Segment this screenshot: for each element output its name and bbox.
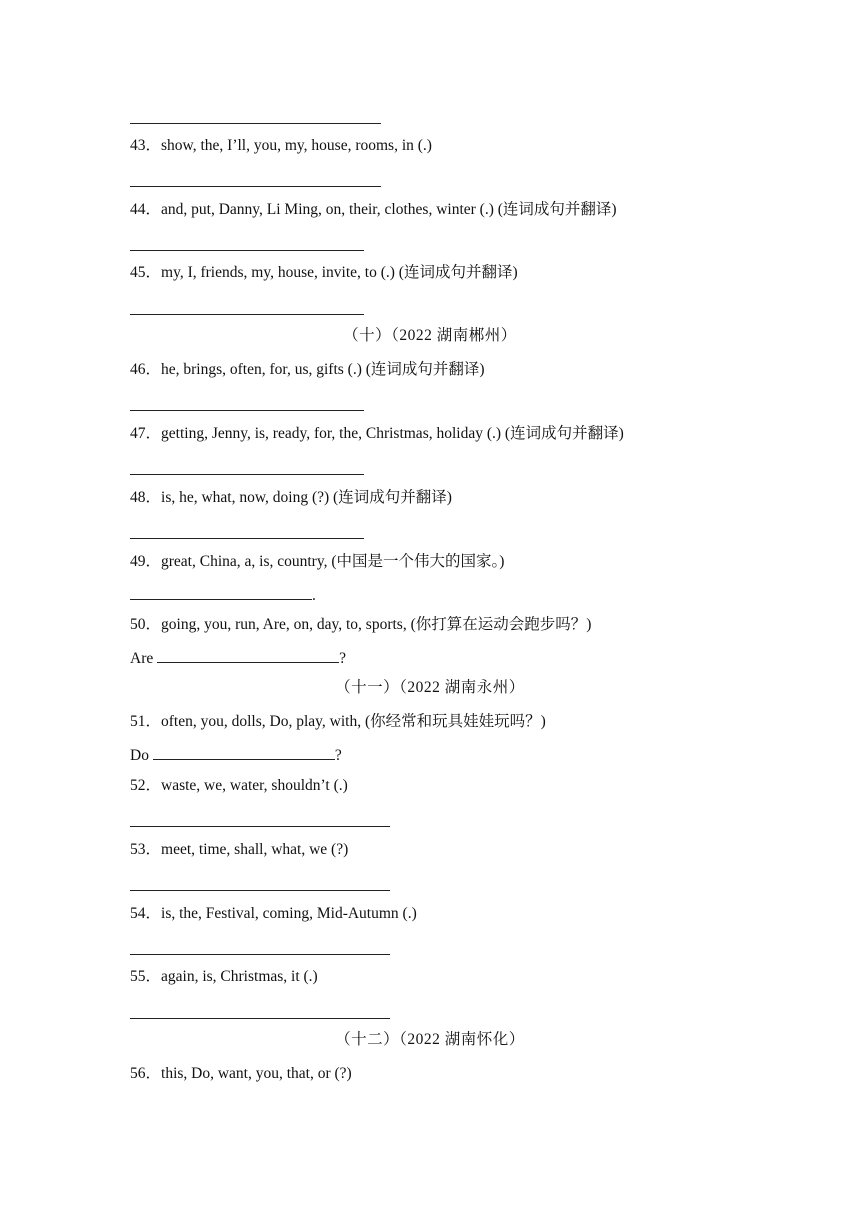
answer-lead-word: Are <box>130 650 154 667</box>
answer-punctuation: ? <box>339 650 347 667</box>
question-number: 49． <box>130 553 162 570</box>
answer-line[interactable] <box>130 314 364 315</box>
answer-line-49 <box>130 585 316 606</box>
question-text: is, he, what, now, doing (?) (连词成句并翻译) <box>161 489 452 506</box>
answer-blank[interactable] <box>157 648 339 663</box>
answer-punctuation: . <box>312 587 316 604</box>
question-text: he, brings, often, for, us, gifts (.) (连词成句并翻译) <box>161 361 485 378</box>
question-47 <box>130 424 624 444</box>
question-number: 44． <box>130 201 162 218</box>
question-number: 46． <box>130 361 162 378</box>
question-number: 55． <box>130 968 162 985</box>
question-45 <box>130 263 518 283</box>
answer-line[interactable] <box>130 538 364 539</box>
answer-blank[interactable] <box>153 745 335 760</box>
question-text: getting, Jenny, is, ready, for, the, Christmas, holiday (.) (连词成句并翻译) <box>161 425 624 442</box>
question-number: 56． <box>130 1065 162 1082</box>
section-heading: （十一）（2022 湖南永州） <box>335 679 525 696</box>
question-text: meet, time, shall, what, we (?) <box>161 841 349 858</box>
question-number: 48． <box>130 489 162 506</box>
question-52 <box>130 776 348 796</box>
question-text: going, you, run, Are, on, day, to, sports, (你打算在运动会跑步吗？) <box>161 616 592 633</box>
answer-line[interactable] <box>130 954 390 955</box>
question-43 <box>130 136 432 156</box>
question-text: is, the, Festival, coming, Mid-Autumn (.) <box>161 905 417 922</box>
answer-line[interactable] <box>130 123 381 124</box>
question-text: often, you, dolls, Do, play, with, (你经常和玩具娃娃玩吗？) <box>161 713 546 730</box>
question-54 <box>130 904 417 924</box>
question-number: 45． <box>130 264 162 281</box>
question-48 <box>130 488 452 508</box>
answer-line-50 <box>130 648 346 669</box>
question-53 <box>130 840 348 860</box>
question-50 <box>130 615 591 635</box>
answer-blank[interactable] <box>130 585 312 600</box>
answer-line-51 <box>130 745 342 766</box>
answer-line[interactable] <box>130 474 364 475</box>
section-heading: （十二）（2022 湖南怀化） <box>335 1031 525 1048</box>
answer-line[interactable] <box>130 186 381 187</box>
question-text: my, I, friends, my, house, invite, to (.) (连词成句并翻译) <box>161 264 518 281</box>
question-number: 47． <box>130 425 162 442</box>
answer-punctuation: ? <box>334 747 342 764</box>
question-text: show, the, I’ll, you, my, house, rooms, in (.) <box>161 137 432 154</box>
question-51 <box>130 712 546 732</box>
question-46 <box>130 360 485 380</box>
question-number: 43． <box>130 137 162 154</box>
question-number: 50． <box>130 616 162 633</box>
answer-line[interactable] <box>130 1018 390 1019</box>
question-number: 52． <box>130 777 162 794</box>
question-text: great, China, a, is, country, (中国是一个伟大的国家。) <box>161 553 505 570</box>
section-heading: （十）（2022 湖南郴州） <box>343 327 517 344</box>
question-text: again, is, Christmas, it (.) <box>161 968 318 985</box>
question-text: waste, we, water, shouldn’t (.) <box>161 777 348 794</box>
question-text: this, Do, want, you, that, or (?) <box>161 1065 352 1082</box>
question-number: 53． <box>130 841 162 858</box>
answer-line[interactable] <box>130 890 390 891</box>
question-56 <box>130 1064 352 1084</box>
question-55 <box>130 967 318 987</box>
question-text: and, put, Danny, Li Ming, on, their, clothes, winter (.) (连词成句并翻译) <box>161 201 617 218</box>
answer-line[interactable] <box>130 826 390 827</box>
question-44 <box>130 200 617 220</box>
question-number: 54． <box>130 905 162 922</box>
answer-line[interactable] <box>130 250 364 251</box>
answer-lead-word: Do <box>130 747 149 764</box>
question-49 <box>130 552 504 572</box>
answer-line[interactable] <box>130 410 364 411</box>
question-number: 51． <box>130 713 162 730</box>
